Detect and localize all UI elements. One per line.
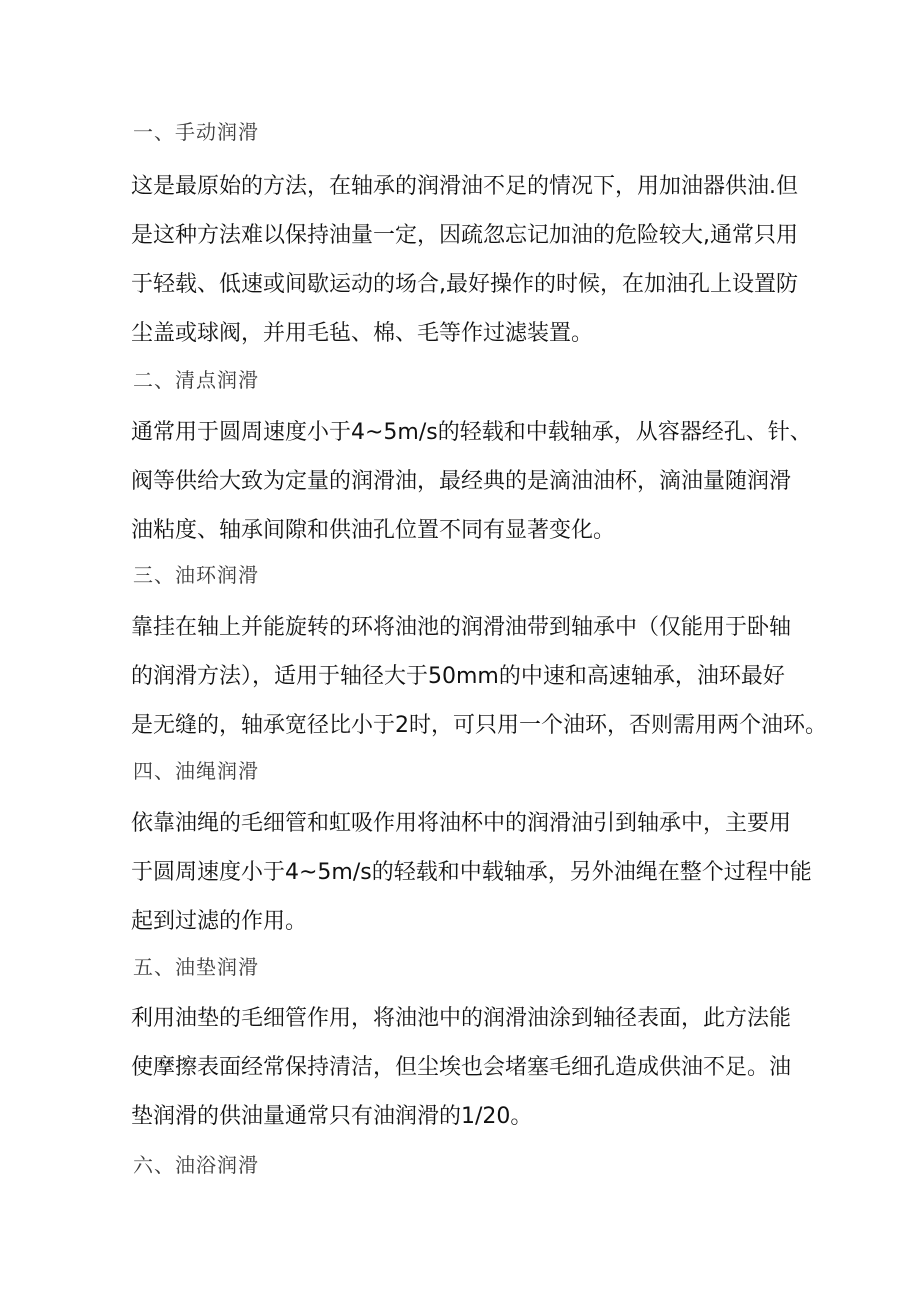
section-body-oil-wick-lubrication	[131, 799, 812, 946]
section-heading-drip-lubrication: 二、清点润滑	[133, 368, 259, 392]
section-heading-oil-ring-lubrication: 三、油环润滑	[133, 563, 259, 587]
body-line: 使摩擦表面经常保持清洁，但尘埃也会堵塞毛细孔造成供油不足。油	[131, 1055, 792, 1080]
body-line: 依靠油绳的毛细管和虹吸作用将油杯中的润滑油引到轴承中，主要用	[131, 811, 792, 836]
section-body-oil-pad-lubrication	[131, 994, 791, 1141]
body-line: 靠挂在轴上并能旋转的环将油池的润滑油带到轴承中（仅能用于卧轴	[131, 615, 792, 640]
section-body-oil-ring-lubrication	[131, 603, 827, 750]
body-line: 于轻载、低速或间歇运动的场合,最好操作的时候，在加油孔上设置防	[131, 272, 798, 297]
body-line: 的润滑方法），适用于轴径大于50mm的中速和高速轴承，油环最好	[131, 664, 785, 689]
section-heading-oil-pad-lubrication: 五、油垫润滑	[133, 955, 259, 979]
body-line: 尘盖或球阀，并用毛毡、棉、毛等作过滤装置。	[131, 321, 594, 346]
body-line: 阀等供给大致为定量的润滑油，最经典的是滴油油杯，滴油量随润滑	[131, 469, 792, 494]
body-line: 垫润滑的供油量通常只有油润滑的1/20。	[131, 1104, 533, 1129]
body-line: 是无缝的，轴承宽径比小于2时，可只用一个油环，否则需用两个油环。	[131, 713, 827, 738]
section-heading-manual-lubrication: 一、手动润滑	[133, 120, 259, 144]
section-heading-oil-bath-lubrication: 六、油浴润滑	[133, 1153, 259, 1177]
body-line: 于圆周速度小于4~5m/s的轻载和中载轴承，另外油绳在整个过程中能	[131, 860, 812, 885]
body-line: 油粘度、轴承间隙和供油孔位置不同有显著变化。	[131, 518, 616, 543]
section-body-drip-lubrication	[131, 408, 812, 555]
body-line: 这是最原始的方法，在轴承的润滑油不足的情况下，用加油器供油.但	[131, 174, 798, 199]
section-body-manual-lubrication	[131, 162, 798, 358]
section-heading-oil-wick-lubrication: 四、油绳润滑	[133, 759, 259, 783]
body-line: 是这种方法难以保持油量一定，因疏忽忘记加油的危险较大,通常只用	[131, 223, 798, 248]
body-line: 利用油垫的毛细管作用，将油池中的润滑油涂到轴径表面，此方法能	[131, 1006, 792, 1031]
body-line: 通常用于圆周速度小于4~5m/s的轻载和中载轴承，从容器经孔、针、	[131, 420, 812, 445]
body-line: 起到过滤的作用。	[131, 909, 308, 934]
